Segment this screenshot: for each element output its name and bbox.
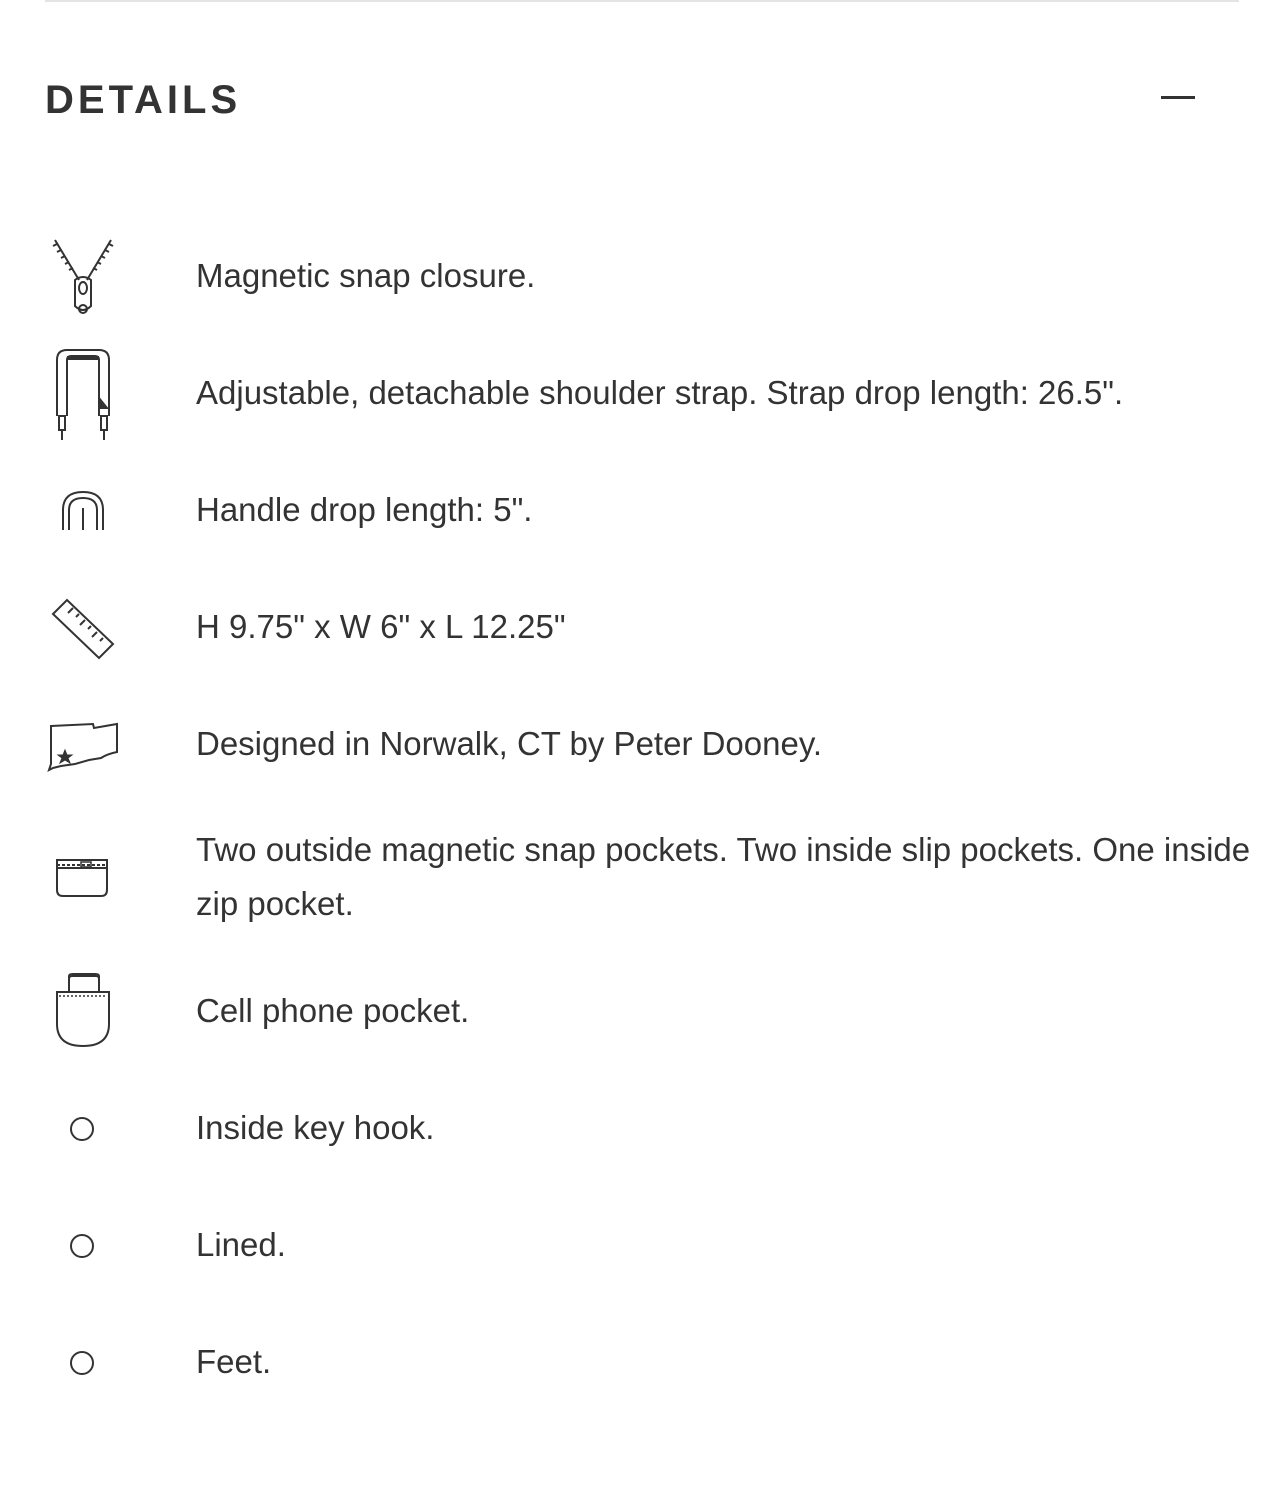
circle-bullet-icon <box>45 1350 121 1378</box>
detail-text: Designed in Norwalk, CT by Peter Dooney. <box>196 725 823 762</box>
detail-text: Inside key hook. <box>196 1109 435 1146</box>
detail-text: Magnetic snap closure. <box>196 257 536 294</box>
connecticut-map-icon <box>45 720 121 772</box>
details-header[interactable] <box>45 72 1239 128</box>
ruler-icon <box>45 596 121 660</box>
detail-text: Cell phone pocket. <box>196 992 470 1029</box>
detail-text: Lined. <box>196 1226 286 1263</box>
phone-pocket-icon <box>45 972 121 1050</box>
minus-icon <box>1161 96 1195 99</box>
zip-pouch-icon <box>45 856 121 902</box>
detail-text: Adjustable, detachable shoulder strap. Strap drop length: 26.5". <box>196 374 1124 411</box>
detail-text: Two outside magnetic snap pockets. Two inside slip pockets. One inside zip pocket. <box>196 831 1251 922</box>
detail-text: Handle drop length: 5". <box>196 491 533 528</box>
shoulder-strap-icon <box>45 346 121 442</box>
collapse-button[interactable] <box>1145 72 1211 124</box>
zipper-icon <box>45 236 121 320</box>
handle-icon <box>45 488 121 534</box>
circle-bullet-icon <box>45 1116 121 1144</box>
top-divider <box>45 0 1239 2</box>
detail-text: Feet. <box>196 1343 272 1380</box>
circle-bullet-icon <box>45 1233 121 1261</box>
details-title: DETAILS <box>45 78 242 122</box>
detail-text: H 9.75" x W 6" x L 12.25" <box>196 608 566 645</box>
